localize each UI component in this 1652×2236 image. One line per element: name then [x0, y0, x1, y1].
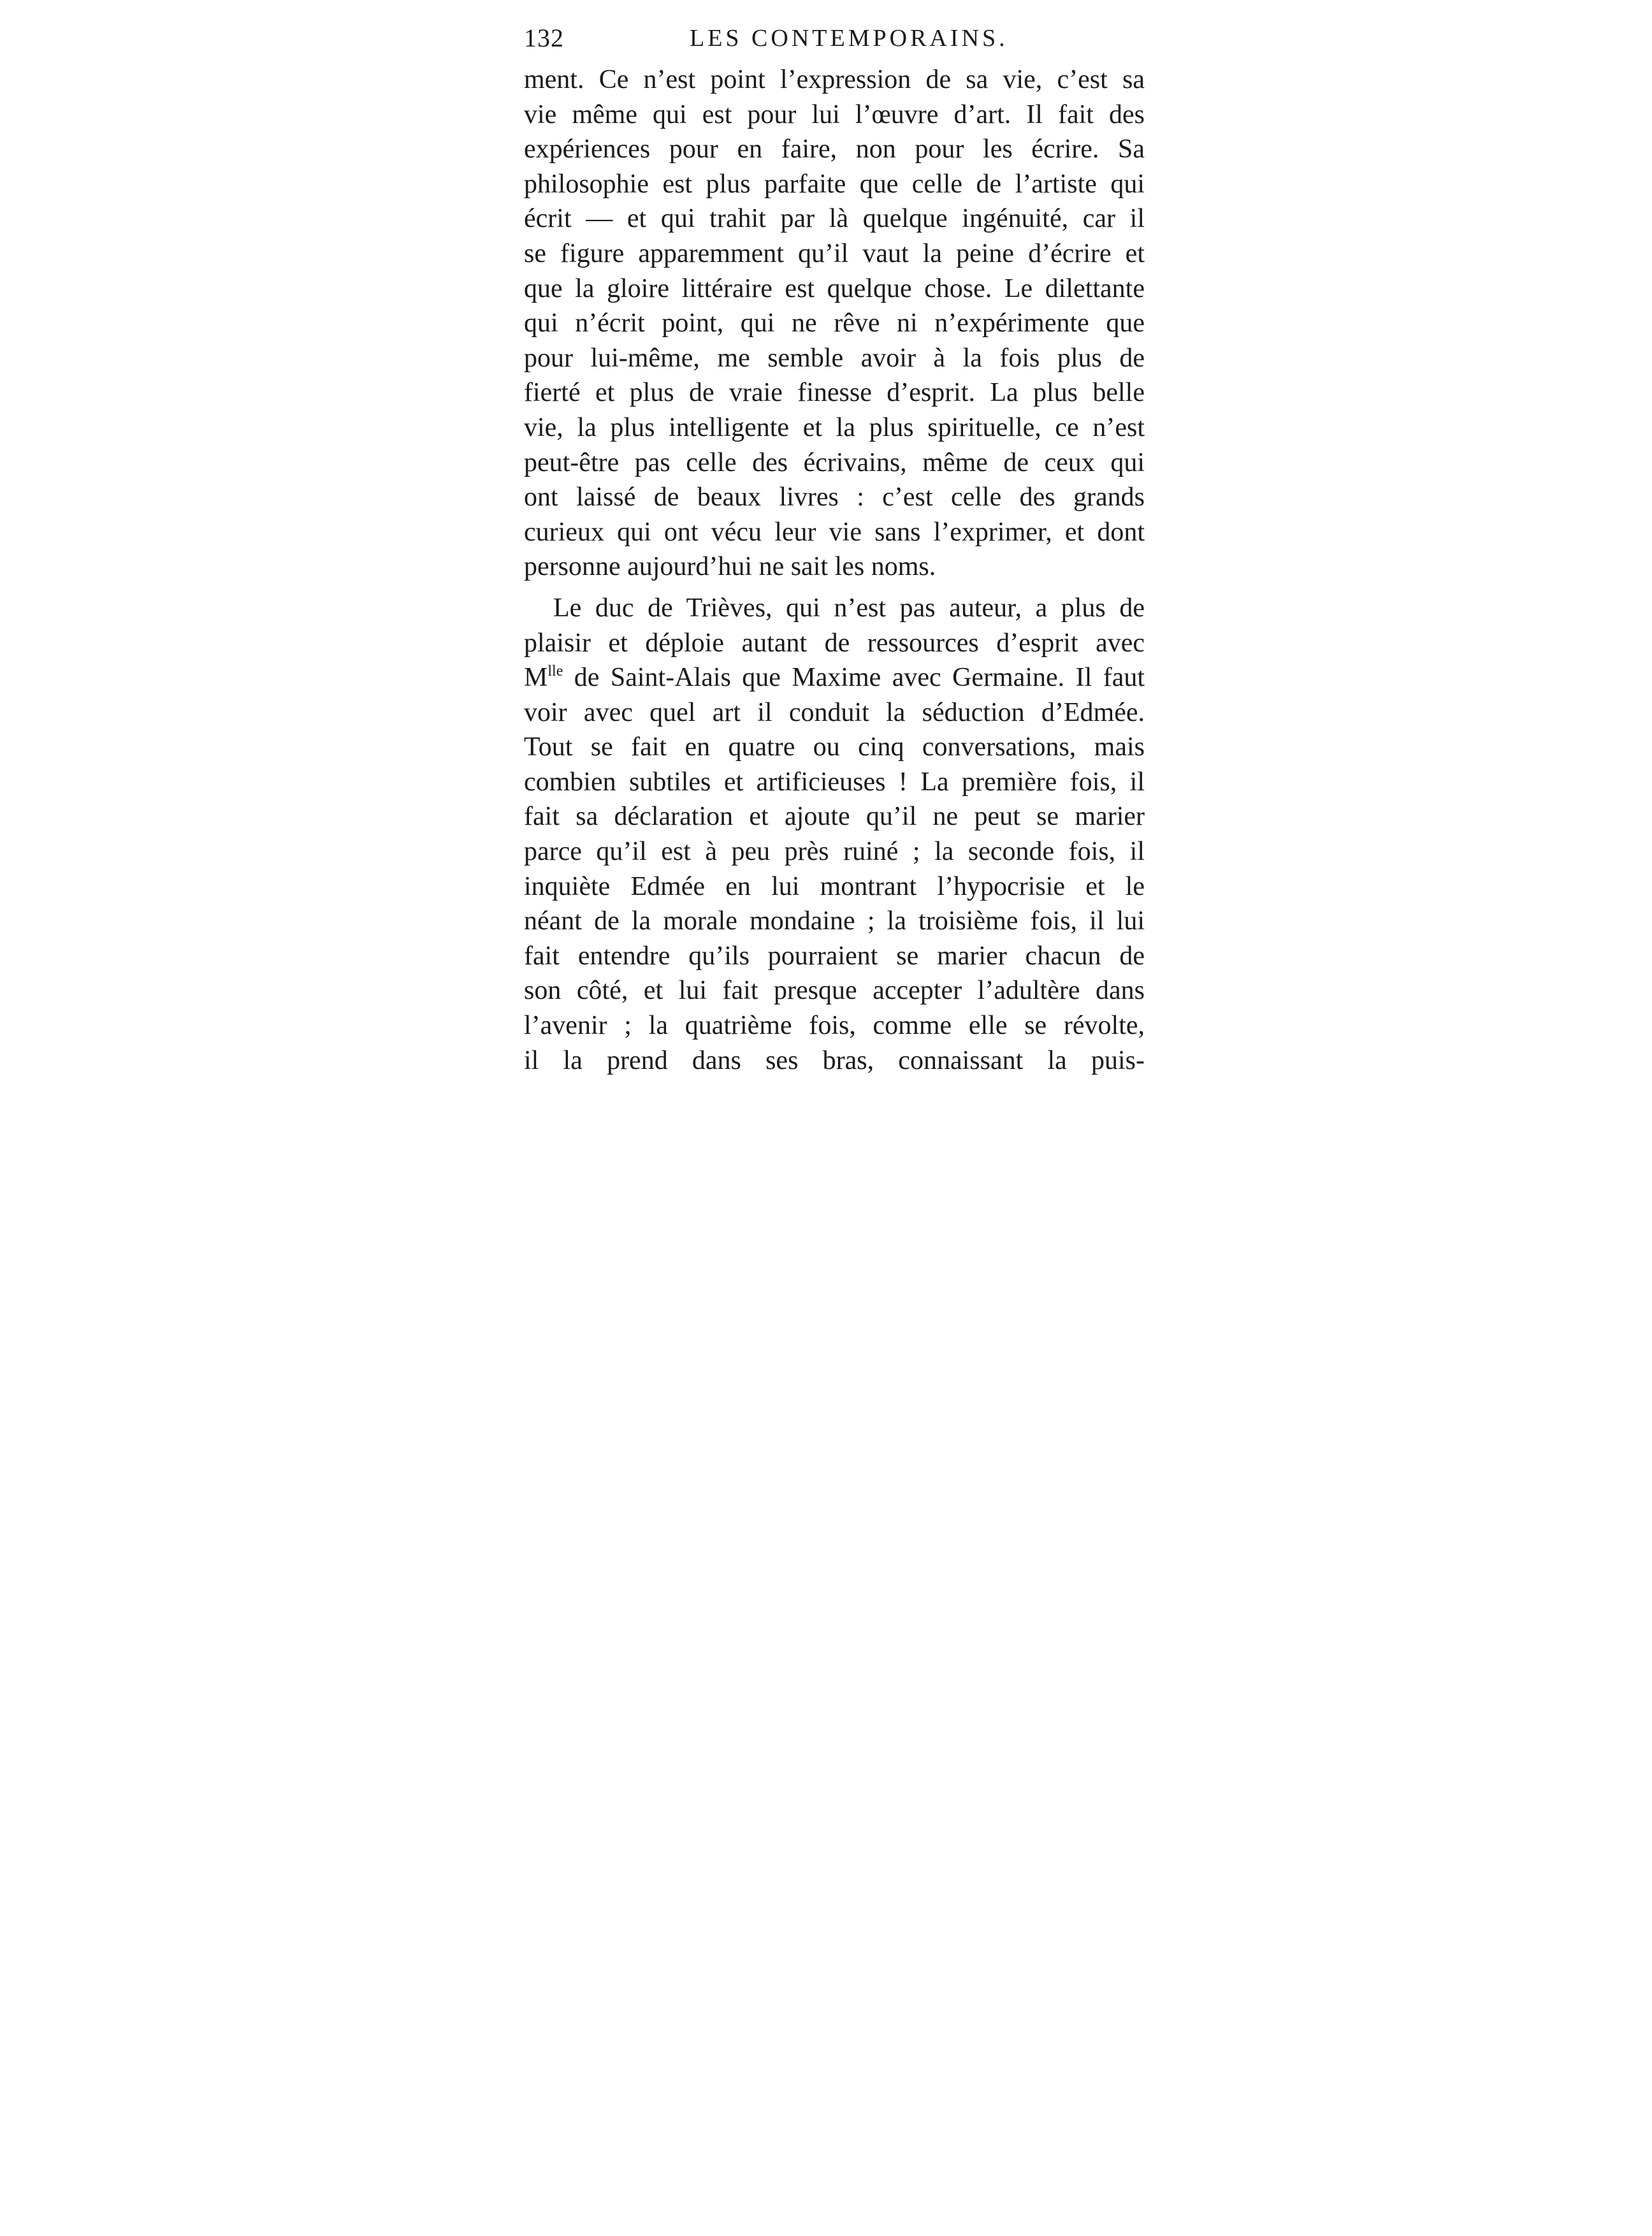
text-line: néant de la morale mondaine ; la troisième fois, il lui	[524, 906, 1145, 936]
paragraph-spacing	[524, 584, 1145, 591]
text-line: curieux qui ont vécu leur vie sans l’exprimer, et dont	[524, 517, 1145, 547]
paragraph-2	[524, 591, 1145, 1078]
text-line: fait entendre qu’ils pourraient se marier chacun de	[524, 941, 1145, 971]
text-line: écrit — et qui trahit par là quelque ingénuité, car il	[524, 204, 1145, 234]
line-remainder: de Saint-Alais que Maxime avec Germaine. Il faut	[563, 663, 1145, 693]
text-line: qui n’écrit point, qui ne rêve ni n’expérimente que	[524, 309, 1145, 338]
text-line: peut-être pas celle des écrivains, même de ceux qui	[524, 447, 1145, 477]
abbreviation-superscript: lle	[547, 663, 563, 680]
text-line: il la prend dans ses bras, connaissant la puis-	[524, 1045, 1145, 1075]
text-line: vie, la plus intelligente et la plus spirituelle, ce n’est	[524, 412, 1145, 442]
text-line: combien subtiles et artificieuses ! La première fois, il	[524, 767, 1145, 797]
text-line: l’avenir ; la quatrième fois, comme elle se révolte,	[524, 1011, 1145, 1041]
text-line: plaisir et déploie autant de ressources d’esprit avec	[524, 628, 1145, 658]
text-line: son côté, et lui fait presque accepter l’adultère dans	[524, 976, 1145, 1006]
abbreviation-letter: M	[524, 663, 548, 693]
text-line: personne aujourd’hui ne sait les noms.	[524, 552, 936, 582]
text-line: philosophie est plus parfaite que celle de l’artiste qui	[524, 169, 1145, 199]
text-line: inquiète Edmée en lui montrant l’hypocrisie et le	[524, 871, 1145, 901]
text-line-with-abbreviation	[524, 660, 1145, 695]
text-line: se figure apparemment qu’il vaut la peine d’écrire et	[524, 238, 1145, 268]
text-line: fierté et plus de vraie finesse d’esprit. La plus belle	[524, 378, 1145, 408]
body-text	[524, 62, 1145, 1078]
text-line: voir avec quel art il conduit la séduction d’Edmée.	[524, 697, 1145, 727]
text-line: fait sa déclaration et ajoute qu’il ne peut se marier	[524, 802, 1145, 832]
text-line: ont laissé de beaux livres : c’est celle des grands	[524, 483, 1145, 512]
running-title: LES CONTEMPORAINS.	[690, 25, 1008, 52]
text-line: parce qu’il est à peu près ruiné ; la seconde fois, il	[524, 837, 1145, 867]
text-line: expériences pour en faire, non pour les écrire. Sa	[524, 134, 1145, 164]
text-line: vie même qui est pour lui l’œuvre d’art. Il fait des	[524, 99, 1145, 129]
text-line: Le duc de Trièves, qui n’est pas auteur, a plus de	[553, 593, 1145, 623]
text-line: que la gloire littéraire est quelque chose. Le dilettante	[524, 273, 1145, 303]
text-line: ment. Ce n’est point l’expression de sa vie, c’est sa	[524, 65, 1145, 94]
text-line: pour lui-même, me semble avoir à la fois plus de	[524, 343, 1145, 373]
paragraph-1	[524, 62, 1145, 584]
text-line: Tout se fait en quatre ou cinq conversations, mais	[524, 732, 1145, 762]
running-head	[524, 19, 1145, 57]
page-number: 132	[524, 24, 564, 52]
